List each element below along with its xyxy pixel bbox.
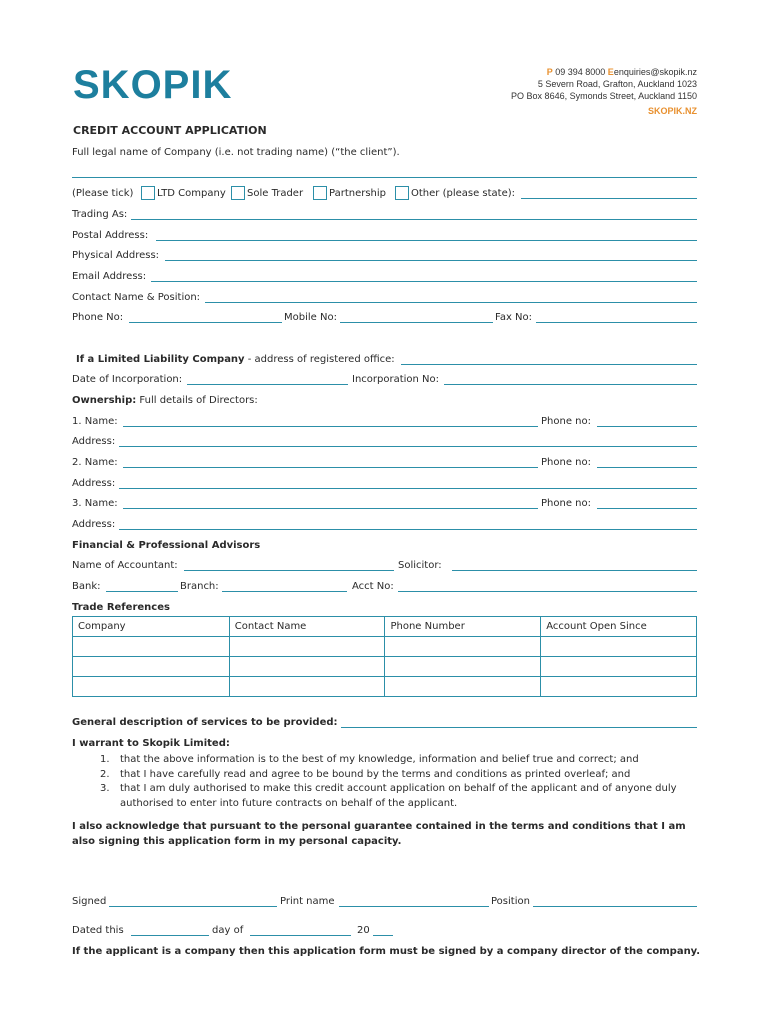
print-name-field[interactable] — [339, 906, 489, 907]
director-2-address-label: Address: — [72, 478, 116, 489]
print-name-label: Print name — [280, 896, 335, 907]
signed-label: Signed — [72, 896, 107, 907]
warrant-heading: I warrant to Skopik Limited: — [72, 738, 230, 749]
year-label: 20 — [357, 925, 370, 936]
services-field[interactable] — [341, 727, 697, 728]
other-checkbox[interactable] — [395, 186, 409, 200]
director-1-address-field[interactable] — [119, 446, 697, 447]
director-1-phone-field[interactable] — [597, 426, 697, 427]
director-3-name-field[interactable] — [123, 508, 538, 509]
dated-month-field[interactable] — [250, 935, 351, 936]
list-item — [100, 753, 700, 768]
ownership-text: Full details of Directors: — [136, 395, 258, 406]
email-address-field[interactable] — [151, 281, 697, 282]
phone-label: P — [546, 67, 553, 77]
ownership-heading — [72, 395, 258, 406]
director-1-address-label: Address: — [72, 436, 116, 447]
other-label: Other (please state): — [411, 188, 516, 199]
registered-office-label — [76, 354, 395, 365]
position-field[interactable] — [533, 906, 697, 907]
col-contact-name: Contact Name — [229, 617, 385, 637]
please-tick-label: (Please tick) — [72, 188, 134, 199]
list-item — [100, 768, 700, 783]
ltd-company-checkbox[interactable] — [141, 186, 155, 200]
table-cell[interactable] — [73, 637, 230, 657]
director-2-name-label: 2. Name: — [72, 457, 118, 468]
table-header-row — [73, 617, 697, 637]
day-of-label: day of — [212, 925, 244, 936]
advisors-heading: Financial & Professional Advisors — [72, 540, 261, 551]
trading-as-field[interactable] — [131, 219, 697, 220]
dated-this-label: Dated this — [72, 925, 124, 936]
director-1-phone-label: Phone no: — [541, 416, 591, 427]
legal-name-label: Full legal name of Company (i.e. not trading name) (“the client”). — [72, 147, 400, 158]
director-2-name-field[interactable] — [123, 467, 538, 468]
table-cell[interactable] — [385, 637, 541, 657]
col-company: Company — [73, 617, 230, 637]
postal-address-field[interactable] — [156, 240, 697, 241]
services-label: General description of services to be provided: — [72, 717, 338, 728]
director-3-name-label: 3. Name: — [72, 498, 118, 509]
ltd-company-heading: If a Limited Liability Company — [76, 354, 245, 365]
solicitor-label: Solicitor: — [398, 560, 442, 571]
accountant-label: Name of Accountant: — [72, 560, 178, 571]
accountant-field[interactable] — [184, 570, 394, 571]
list-item — [100, 782, 700, 811]
partnership-label: Partnership — [329, 188, 387, 199]
partnership-checkbox[interactable] — [313, 186, 327, 200]
table-cell[interactable] — [229, 677, 385, 697]
email-label: E — [607, 67, 614, 77]
bank-field[interactable] — [106, 591, 178, 592]
legal-name-field[interactable] — [72, 177, 697, 178]
list-number: 1. — [100, 754, 110, 765]
branch-label: Branch: — [180, 581, 219, 592]
acknowledgement-text: I also acknowledge that pursuant to the personal guarantee contained in the terms and conditions that I am also signing this application form in my personal capacity. — [72, 821, 686, 847]
po-box-address: PO Box 8646, Symonds Street, Auckland 1150 — [511, 91, 697, 101]
bank-label: Bank: — [72, 581, 101, 592]
director-1-name-label: 1. Name: — [72, 416, 118, 427]
dated-year-field[interactable] — [373, 935, 393, 936]
form-title: CREDIT ACCOUNT APPLICATION — [73, 124, 267, 137]
col-account-open-since: Account Open Since — [541, 617, 697, 637]
fax-no-label: Fax No: — [495, 312, 533, 323]
table-cell[interactable] — [541, 657, 697, 677]
physical-address-label: Physical Address: — [72, 250, 160, 261]
fax-no-field[interactable] — [536, 322, 697, 323]
sole-trader-label: Sole Trader — [247, 188, 304, 199]
mobile-no-field[interactable] — [340, 322, 493, 323]
acct-no-field[interactable] — [398, 591, 697, 592]
table-row — [73, 657, 697, 677]
ltd-company-label: LTD Company — [157, 188, 226, 199]
trade-references-heading: Trade References — [72, 602, 170, 613]
table-row — [73, 637, 697, 657]
table-cell[interactable] — [385, 657, 541, 677]
table-row — [73, 677, 697, 697]
table-cell[interactable] — [541, 677, 697, 697]
director-3-phone-label: Phone no: — [541, 498, 591, 509]
solicitor-field[interactable] — [452, 570, 697, 571]
director-3-address-field[interactable] — [119, 529, 697, 530]
contact-name-label: Contact Name & Position: — [72, 292, 201, 303]
list-text: that the above information is to the best of my knowledge, information and belief true and correct; and — [120, 754, 639, 765]
registered-office-field[interactable] — [401, 364, 697, 365]
physical-address-field[interactable] — [165, 260, 697, 261]
contact-name-field[interactable] — [205, 302, 697, 303]
acct-no-label: Acct No: — [352, 581, 394, 592]
warrant-list — [100, 753, 700, 811]
email-address-label: Email Address: — [72, 271, 147, 282]
table-cell[interactable] — [229, 657, 385, 677]
list-text: that I am duly authorised to make this credit account application on behalf of the applicant and of anyone duly authorised to enter into future contracts on behalf of the applicant. — [120, 783, 677, 809]
table-cell[interactable] — [229, 637, 385, 657]
street-address: 5 Severn Road, Grafton, Auckland 1023 — [537, 79, 697, 89]
director-1-name-field[interactable] — [123, 426, 538, 427]
sole-trader-checkbox[interactable] — [231, 186, 245, 200]
list-number: 3. — [100, 783, 110, 794]
dated-day-field[interactable] — [131, 935, 209, 936]
registered-office-text: - address of registered office: — [244, 354, 395, 365]
phone-number: 09 394 8000 — [555, 67, 606, 77]
signed-field[interactable] — [109, 906, 277, 907]
table-cell[interactable] — [73, 657, 230, 677]
table-cell[interactable] — [541, 637, 697, 657]
other-field[interactable] — [521, 198, 697, 199]
ownership-label: Ownership: — [72, 395, 137, 406]
footer-note: If the applicant is a company then this application form must be signed by a company director of the company. — [72, 946, 701, 957]
director-3-address-label: Address: — [72, 519, 116, 530]
incorporation-no-label: Incorporation No: — [352, 374, 440, 385]
phone-no-label: Phone No: — [72, 312, 124, 323]
table-cell[interactable] — [385, 677, 541, 697]
position-label: Position — [491, 896, 530, 907]
postal-address-label: Postal Address: — [72, 230, 149, 241]
contact-line — [547, 67, 697, 77]
list-number: 2. — [100, 768, 110, 780]
date-incorporation-label: Date of Incorporation: — [72, 374, 183, 385]
email-address[interactable]: enquiries@skopik.nz — [613, 67, 697, 77]
branch-field[interactable] — [222, 591, 347, 592]
website-link[interactable]: SKOPIK.NZ — [647, 106, 697, 116]
director-3-phone-field[interactable] — [597, 508, 697, 509]
trading-as-label: Trading As: — [72, 209, 128, 220]
phone-no-field[interactable] — [129, 322, 282, 323]
date-incorporation-field[interactable] — [187, 384, 348, 385]
director-2-phone-field[interactable] — [597, 467, 697, 468]
trade-references-table — [72, 616, 697, 697]
skopik-logo: SKOPIK — [73, 63, 233, 107]
table-cell[interactable] — [73, 677, 230, 697]
list-text: that I have carefully read and agree to be bound by the terms and conditions as printed overleaf; and — [120, 768, 631, 780]
director-2-address-field[interactable] — [119, 488, 697, 489]
incorporation-no-field[interactable] — [444, 384, 697, 385]
mobile-no-label: Mobile No: — [284, 312, 337, 323]
director-2-phone-label: Phone no: — [541, 457, 591, 468]
col-phone-number: Phone Number — [385, 617, 541, 637]
